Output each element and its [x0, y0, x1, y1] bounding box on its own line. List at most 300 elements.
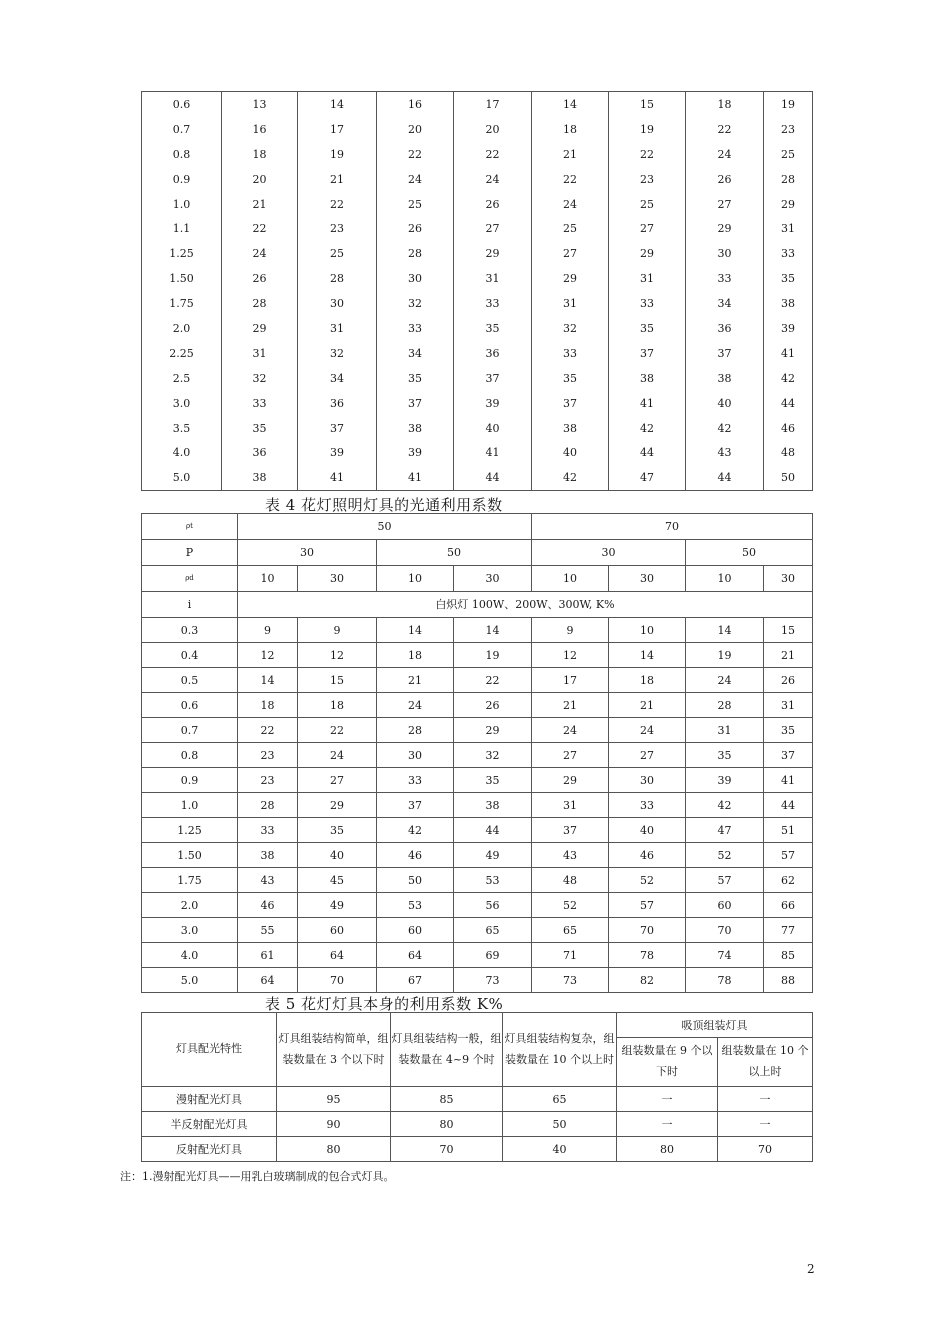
row-index-cell: [142, 291, 222, 316]
table-cell: 95: [277, 1087, 391, 1112]
table4-rho-d-row: [142, 566, 813, 592]
row-index-cell: 1.50: [142, 843, 238, 868]
cell-value: 46: [781, 421, 795, 435]
row-index-cell: [142, 391, 222, 416]
table-cell: [222, 366, 298, 391]
table-cell: 65: [532, 918, 609, 943]
table-cell: 52: [686, 843, 764, 868]
table-cell: 46: [609, 843, 686, 868]
cell-value: 35: [781, 272, 795, 286]
table-cell: [532, 142, 609, 167]
table-cell: [222, 117, 298, 142]
table-cell: 73: [454, 968, 532, 993]
cell-value: 42: [781, 371, 795, 385]
table-cell: [298, 92, 377, 117]
table-cell: [454, 366, 532, 391]
table-cell: [532, 416, 609, 441]
cell-value: 30: [408, 272, 422, 286]
cell-value: 29: [717, 222, 732, 236]
table-cell: [377, 316, 454, 341]
table-cell: 22: [238, 718, 298, 743]
table-cell: 12: [238, 643, 298, 668]
rho-d-value: 30: [764, 566, 813, 592]
cell-value: 1.50: [169, 272, 194, 286]
cell-value: 41: [408, 471, 422, 485]
cell-value: 3.5: [172, 421, 191, 435]
table-row: [142, 668, 813, 693]
cell-value: 35: [252, 421, 267, 435]
table-cell: [532, 167, 609, 192]
table-cell: 14: [377, 618, 454, 643]
table-row: [142, 416, 813, 441]
table-cell: 71: [532, 943, 609, 968]
table-cell: [686, 341, 764, 366]
cell-value: 22: [408, 147, 422, 161]
table-cell: [609, 167, 686, 192]
table-cell: 14: [609, 643, 686, 668]
cell-value: 17: [485, 97, 500, 111]
table-cell: 80: [391, 1112, 503, 1137]
table-cell: 23: [238, 743, 298, 768]
rho-d-value: 30: [454, 566, 532, 592]
table-cell: [532, 92, 609, 117]
header-general: 灯具组装结构一般，组装数量在 4~9 个时: [391, 1013, 503, 1087]
cell-value: 14: [563, 97, 577, 111]
table-cell: 46: [238, 893, 298, 918]
cell-value: 16: [252, 122, 267, 136]
table-cell: 24: [298, 743, 377, 768]
cell-value: 42: [563, 471, 577, 485]
table-cell: [454, 192, 532, 217]
cell-value: 28: [330, 272, 344, 286]
table-row: [142, 341, 813, 366]
table-cell: 29: [532, 768, 609, 793]
table-cell: 42: [686, 793, 764, 818]
table-row: [142, 266, 813, 291]
table-cell: 24: [609, 718, 686, 743]
table-cell: [686, 440, 764, 465]
table-row: [142, 465, 813, 490]
cell-value: 1.0: [172, 197, 191, 211]
cell-value: 33: [408, 321, 422, 335]
table-cell: [222, 416, 298, 441]
table-cell: [377, 117, 454, 142]
cell-value: 47: [640, 471, 654, 485]
table-cell: 23: [238, 768, 298, 793]
table-cell: 18: [377, 643, 454, 668]
p-value: 30: [532, 540, 686, 566]
table-cell: 14: [238, 668, 298, 693]
rho-d-value: 10: [532, 566, 609, 592]
cell-value: 40: [485, 421, 500, 435]
table-cell: 85: [764, 943, 813, 968]
rho-d-value: 10: [686, 566, 764, 592]
table-row: [142, 768, 813, 793]
table-cell: 31: [686, 718, 764, 743]
table-cell: [377, 391, 454, 416]
cell-value: 23: [330, 222, 344, 236]
table-row: [142, 843, 813, 868]
table-cell: 70: [718, 1137, 813, 1162]
cell-value: 36: [252, 446, 267, 460]
table-row: [142, 117, 813, 142]
table-cell: 28: [377, 718, 454, 743]
cell-value: 19: [640, 122, 654, 136]
table-cell: 38: [238, 843, 298, 868]
rho-t-value: 50: [238, 514, 532, 540]
cell-value: 29: [563, 272, 577, 286]
table-cell: [764, 465, 813, 490]
cell-value: 40: [717, 396, 732, 410]
cell-value: 22: [640, 147, 654, 161]
table-cell: [454, 341, 532, 366]
table-cell: 14: [454, 618, 532, 643]
table-cell: 19: [454, 643, 532, 668]
table-cell: [686, 266, 764, 291]
table-cell: 51: [764, 818, 813, 843]
table-cell: [454, 241, 532, 266]
table-cell: [532, 465, 609, 490]
p-value: 30: [238, 540, 377, 566]
table-cell: [222, 465, 298, 490]
table-cell: [532, 216, 609, 241]
table-cell: 27: [609, 743, 686, 768]
table-row: [142, 643, 813, 668]
cell-value: 38: [408, 421, 422, 435]
cell-value: 50: [781, 471, 795, 485]
cell-value: 24: [408, 172, 422, 186]
row-index-cell: 3.0: [142, 918, 238, 943]
table-cell: [686, 416, 764, 441]
table-cell: [222, 291, 298, 316]
cell-value: 25: [563, 222, 577, 236]
top-table: [141, 91, 813, 491]
table-cell: 一: [617, 1112, 718, 1137]
table-cell: 60: [686, 893, 764, 918]
cell-value: 24: [563, 197, 577, 211]
table-cell: [532, 266, 609, 291]
table-cell: 73: [532, 968, 609, 993]
table-row: [142, 1087, 813, 1112]
cell-value: 1.75: [169, 297, 194, 311]
table-cell: [222, 192, 298, 217]
table-cell: 24: [377, 693, 454, 718]
table-cell: [298, 341, 377, 366]
table-cell: [377, 241, 454, 266]
table-cell: 64: [298, 943, 377, 968]
table-cell: [609, 366, 686, 391]
table-cell: 31: [764, 693, 813, 718]
cell-value: 44: [640, 446, 654, 460]
table-cell: [298, 117, 377, 142]
table-cell: 30: [609, 768, 686, 793]
table-row: [142, 1137, 813, 1162]
table-cell: 21: [377, 668, 454, 693]
table4-rho-t-row: [142, 514, 813, 540]
table-cell: 80: [277, 1137, 391, 1162]
table-row: [142, 918, 813, 943]
table-cell: 43: [532, 843, 609, 868]
table-cell: 35: [764, 718, 813, 743]
table-cell: [454, 391, 532, 416]
header-ceiling: 吸顶组装灯具: [617, 1013, 813, 1038]
cell-value: 38: [252, 471, 267, 485]
table-cell: [686, 291, 764, 316]
table-cell: [764, 440, 813, 465]
table-cell: [454, 117, 532, 142]
table-cell: [377, 440, 454, 465]
table-cell: 88: [764, 968, 813, 993]
cell-value: 18: [563, 122, 577, 136]
cell-value: 33: [781, 247, 795, 261]
table-cell: 85: [391, 1087, 503, 1112]
table-cell: [609, 416, 686, 441]
cell-value: 14: [330, 97, 344, 111]
table-cell: [764, 391, 813, 416]
table-cell: [377, 142, 454, 167]
table4-caption: 表 4 花灯照明灯具的光通利用系数: [265, 496, 503, 514]
cell-value: 41: [330, 471, 344, 485]
cell-value: 26: [252, 272, 267, 286]
table-cell: [377, 92, 454, 117]
table-cell: 57: [686, 868, 764, 893]
row-index-cell: 0.3: [142, 618, 238, 643]
table-cell: 45: [298, 868, 377, 893]
cell-value: 26: [485, 197, 500, 211]
rho-d-value: 10: [377, 566, 454, 592]
cell-value: 0.8: [172, 147, 191, 161]
cell-value: 22: [717, 122, 732, 136]
table-cell: 40: [298, 843, 377, 868]
cell-value: 22: [563, 172, 577, 186]
cell-value: 42: [640, 421, 654, 435]
row-label-cell: 半反射配光灯具: [142, 1112, 277, 1137]
table-cell: [377, 341, 454, 366]
cell-value: 38: [717, 371, 732, 385]
table-cell: 47: [686, 818, 764, 843]
cell-value: 25: [330, 247, 344, 261]
cell-value: 3.0: [172, 396, 191, 410]
cell-value: 37: [330, 421, 344, 435]
table-row: [142, 968, 813, 993]
table-cell: 69: [454, 943, 532, 968]
table-cell: [222, 341, 298, 366]
table-cell: [686, 316, 764, 341]
table-row: [142, 440, 813, 465]
table-cell: [686, 192, 764, 217]
table-cell: 57: [764, 843, 813, 868]
table-cell: 65: [454, 918, 532, 943]
table-cell: 一: [617, 1087, 718, 1112]
cell-value: 34: [717, 297, 732, 311]
table-cell: [609, 391, 686, 416]
row-index-cell: 0.4: [142, 643, 238, 668]
cell-value: 17: [330, 122, 344, 136]
table-cell: 50: [377, 868, 454, 893]
row-label-cell: 漫射配光灯具: [142, 1087, 277, 1112]
cell-value: 1.1: [172, 222, 191, 236]
row-index-cell: [142, 167, 222, 192]
row-index-cell: 5.0: [142, 968, 238, 993]
cell-value: 44: [717, 471, 732, 485]
table-cell: 82: [609, 968, 686, 993]
cell-value: 44: [485, 471, 500, 485]
table-cell: 40: [609, 818, 686, 843]
row-label-cell: 反射配光灯具: [142, 1137, 277, 1162]
cell-value: 21: [330, 172, 344, 186]
table-cell: 22: [298, 718, 377, 743]
row-index-cell: 0.7: [142, 718, 238, 743]
table-cell: [377, 192, 454, 217]
rho-t-value: 70: [532, 514, 813, 540]
cell-value: 33: [252, 396, 267, 410]
row-index-cell: [142, 316, 222, 341]
table-cell: [686, 142, 764, 167]
row-index-cell: 0.5: [142, 668, 238, 693]
cell-value: 37: [408, 396, 422, 410]
table-cell: 50: [503, 1112, 617, 1137]
table-cell: [454, 316, 532, 341]
row-index-cell: 0.8: [142, 743, 238, 768]
table-cell: 26: [764, 668, 813, 693]
table-cell: 21: [532, 693, 609, 718]
table-cell: [764, 241, 813, 266]
cell-value: 43: [717, 446, 732, 460]
cell-value: 34: [408, 346, 422, 360]
table-cell: 70: [391, 1137, 503, 1162]
table-cell: 40: [503, 1137, 617, 1162]
table-row: [142, 216, 813, 241]
table-cell: 一: [718, 1087, 813, 1112]
table-cell: [454, 167, 532, 192]
table-cell: [686, 465, 764, 490]
table-cell: [298, 167, 377, 192]
cell-value: 2.25: [169, 346, 194, 360]
cell-value: 33: [717, 272, 732, 286]
rho-d-value: 30: [298, 566, 377, 592]
table-cell: [532, 117, 609, 142]
row-index-cell: [142, 465, 222, 490]
cell-value: 22: [330, 197, 344, 211]
lamp-label: 白炽灯 100W、200W、300W, K%: [238, 592, 813, 618]
cell-value: 0.9: [172, 172, 191, 186]
table-cell: 27: [298, 768, 377, 793]
table-cell: [686, 391, 764, 416]
page-number: 2: [807, 1262, 815, 1276]
table-cell: 18: [609, 668, 686, 693]
table-cell: [532, 391, 609, 416]
table-cell: [454, 416, 532, 441]
table-cell: [609, 142, 686, 167]
table-cell: 29: [454, 718, 532, 743]
cell-value: 40: [563, 446, 577, 460]
cell-value: 24: [717, 147, 732, 161]
table-cell: 57: [609, 893, 686, 918]
top-table-body: [142, 92, 813, 491]
table5: [141, 1012, 813, 1162]
table-cell: 44: [454, 818, 532, 843]
table-cell: 56: [454, 893, 532, 918]
table-cell: 49: [454, 843, 532, 868]
row-index-cell: [142, 341, 222, 366]
table-cell: 37: [764, 743, 813, 768]
table-cell: [532, 316, 609, 341]
cell-value: 33: [485, 297, 500, 311]
table-cell: 80: [617, 1137, 718, 1162]
cell-value: 36: [485, 346, 500, 360]
row-index-cell: 4.0: [142, 943, 238, 968]
cell-value: 19: [330, 147, 344, 161]
cell-value: 29: [781, 197, 795, 211]
table-cell: 60: [377, 918, 454, 943]
table-cell: [609, 291, 686, 316]
table-cell: [764, 192, 813, 217]
cell-value: 4.0: [172, 446, 191, 460]
table-cell: 42: [377, 818, 454, 843]
table-cell: 49: [298, 893, 377, 918]
cell-value: 25: [408, 197, 422, 211]
cell-value: 35: [563, 371, 577, 385]
table-cell: [454, 92, 532, 117]
table-cell: 53: [377, 893, 454, 918]
table-cell: [609, 241, 686, 266]
table-cell: 61: [238, 943, 298, 968]
table-row: [142, 366, 813, 391]
table-cell: [298, 192, 377, 217]
cell-value: 34: [330, 371, 344, 385]
table-cell: [609, 341, 686, 366]
table-cell: 90: [277, 1112, 391, 1137]
table-cell: 27: [532, 743, 609, 768]
table-row: [142, 1112, 813, 1137]
cell-value: 19: [781, 97, 795, 111]
cell-value: 31: [330, 321, 344, 335]
table-cell: 10: [609, 618, 686, 643]
table-cell: [222, 266, 298, 291]
row-index-cell: [142, 92, 222, 117]
table-cell: [222, 142, 298, 167]
table-cell: [298, 142, 377, 167]
cell-value: 27: [717, 197, 732, 211]
cell-value: 27: [563, 247, 577, 261]
table-row: [142, 92, 813, 117]
table-cell: [532, 366, 609, 391]
table-cell: [298, 316, 377, 341]
table-cell: 35: [298, 818, 377, 843]
table-cell: [609, 117, 686, 142]
cell-value: 24: [485, 172, 500, 186]
header-complex: 灯具组装结构复杂，组装数量在 10 个以上时: [503, 1013, 617, 1087]
table-cell: [222, 440, 298, 465]
table-cell: [764, 216, 813, 241]
table-cell: 35: [454, 768, 532, 793]
table-cell: [298, 241, 377, 266]
table-cell: 18: [298, 693, 377, 718]
table-cell: 70: [298, 968, 377, 993]
cell-value: 36: [330, 396, 344, 410]
table-cell: 19: [686, 643, 764, 668]
row-index-cell: [142, 142, 222, 167]
table-cell: [298, 440, 377, 465]
cell-value: 37: [640, 346, 654, 360]
cell-value: 22: [252, 222, 267, 236]
table-cell: 33: [609, 793, 686, 818]
cell-value: 29: [485, 247, 500, 261]
table-row: [142, 868, 813, 893]
cell-value: 32: [563, 321, 577, 335]
table-cell: [609, 216, 686, 241]
rho-t-label: ρt: [142, 514, 238, 540]
